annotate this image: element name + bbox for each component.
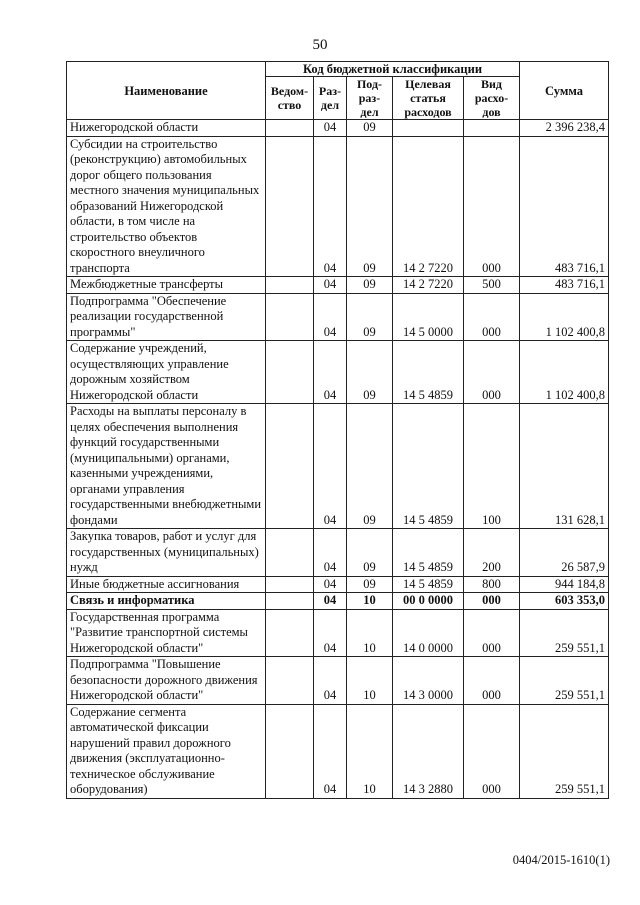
table-row xyxy=(67,593,609,610)
table-row xyxy=(67,341,609,404)
row-department xyxy=(266,277,314,294)
header-department: Ведом-ство xyxy=(266,77,314,120)
row-section: 04 xyxy=(314,609,347,657)
row-subsection: 10 xyxy=(347,657,393,705)
row-target-article: 14 5 4859 xyxy=(393,576,464,593)
row-section: 04 xyxy=(314,341,347,404)
row-section: 04 xyxy=(314,136,347,277)
row-sum: 1 102 400,8 xyxy=(520,293,609,341)
row-target-article: 14 5 4859 xyxy=(393,529,464,577)
row-expense-type: 800 xyxy=(464,576,520,593)
row-subsection: 09 xyxy=(347,277,393,294)
row-department xyxy=(266,609,314,657)
row-department xyxy=(266,576,314,593)
row-section: 04 xyxy=(314,277,347,294)
table-row xyxy=(67,404,609,529)
table-row xyxy=(67,576,609,593)
header-expense-type: Вид расхо-дов xyxy=(464,77,520,120)
row-sum: 2 396 238,4 xyxy=(520,120,609,137)
row-target-article: 14 5 0000 xyxy=(393,293,464,341)
row-department xyxy=(266,704,314,798)
row-subsection: 09 xyxy=(347,120,393,137)
row-department xyxy=(266,529,314,577)
table-row xyxy=(67,120,609,137)
table-row xyxy=(67,277,609,294)
row-subsection: 09 xyxy=(347,576,393,593)
row-section: 04 xyxy=(314,576,347,593)
row-name: Государственная программа "Развитие транспортной системы Нижегородской области" xyxy=(67,609,266,657)
table-row xyxy=(67,529,609,577)
row-sum: 26 587,9 xyxy=(520,529,609,577)
row-department xyxy=(266,593,314,610)
row-target-article xyxy=(393,120,464,137)
row-section: 04 xyxy=(314,120,347,137)
row-department xyxy=(266,136,314,277)
row-sum: 603 353,0 xyxy=(520,593,609,610)
row-subsection: 09 xyxy=(347,529,393,577)
table-body xyxy=(67,120,609,799)
row-expense-type: 000 xyxy=(464,704,520,798)
row-name: Нижегородской области xyxy=(67,120,266,137)
row-sum: 483 716,1 xyxy=(520,277,609,294)
row-department xyxy=(266,657,314,705)
row-subsection: 09 xyxy=(347,136,393,277)
header-subsection: Под-раз-дел xyxy=(347,77,393,120)
row-expense-type xyxy=(464,120,520,137)
row-section: 04 xyxy=(314,704,347,798)
row-subsection: 10 xyxy=(347,593,393,610)
row-name: Расходы на выплаты персоналу в целях обеспечения выполнения функций государственными (муниципальными) органами, казенными учреждениями, органами управления государственными внебюджетными фондами xyxy=(67,404,266,529)
row-department xyxy=(266,404,314,529)
row-sum: 1 102 400,8 xyxy=(520,341,609,404)
row-target-article: 00 0 0000 xyxy=(393,593,464,610)
row-subsection: 09 xyxy=(347,293,393,341)
header-section: Раз-дел xyxy=(314,77,347,120)
row-expense-type: 200 xyxy=(464,529,520,577)
row-department xyxy=(266,293,314,341)
row-name: Подпрограмма "Повышение безопасности дорожного движения Нижегородской области" xyxy=(67,657,266,705)
row-section: 04 xyxy=(314,293,347,341)
row-section: 04 xyxy=(314,593,347,610)
row-section: 04 xyxy=(314,657,347,705)
row-subsection: 09 xyxy=(347,341,393,404)
row-target-article: 14 3 2880 xyxy=(393,704,464,798)
document-code: 0404/2015-1610(1) xyxy=(512,853,610,867)
row-sum: 259 551,1 xyxy=(520,657,609,705)
row-expense-type: 000 xyxy=(464,593,520,610)
table-header xyxy=(67,62,609,120)
row-name: Подпрограмма "Обеспечение реализации государственной программы" xyxy=(67,293,266,341)
header-classification-group: Код бюджетной классификации xyxy=(266,62,520,77)
row-target-article: 14 5 4859 xyxy=(393,341,464,404)
table-row xyxy=(67,293,609,341)
row-name: Иные бюджетные ассигнования xyxy=(67,576,266,593)
header-target-article: Целевая статья расходов xyxy=(393,77,464,120)
row-name: Содержание сегмента автоматической фиксации нарушений правил дорожного движения (эксплуатационно-техническое обслуживание оборудования) xyxy=(67,704,266,798)
header-sum: Сумма xyxy=(520,62,609,120)
row-subsection: 10 xyxy=(347,609,393,657)
row-subsection: 09 xyxy=(347,404,393,529)
header-name: Наименование xyxy=(67,62,266,120)
row-target-article: 14 2 7220 xyxy=(393,136,464,277)
row-expense-type: 100 xyxy=(464,404,520,529)
table-row xyxy=(67,704,609,798)
row-target-article: 14 3 0000 xyxy=(393,657,464,705)
row-sum: 944 184,8 xyxy=(520,576,609,593)
page-number: 50 xyxy=(312,37,328,53)
row-name: Субсидии на строительство (реконструкцию) автомобильных дорог общего пользования местного значения муниципальных образований Нижегородской области, в том числе на строительство объектов скоростного внеуличного транспорта xyxy=(67,136,266,277)
row-sum: 259 551,1 xyxy=(520,704,609,798)
row-department xyxy=(266,120,314,137)
budget-table xyxy=(66,61,609,799)
table-row xyxy=(67,657,609,705)
row-expense-type: 000 xyxy=(464,609,520,657)
row-target-article: 14 0 0000 xyxy=(393,609,464,657)
row-target-article: 14 5 4859 xyxy=(393,404,464,529)
row-name: Содержание учреждений, осуществляющих управление дорожным хозяйством Нижегородской области xyxy=(67,341,266,404)
table-row xyxy=(67,136,609,277)
row-target-article: 14 2 7220 xyxy=(393,277,464,294)
row-sum: 131 628,1 xyxy=(520,404,609,529)
row-name: Закупка товаров, работ и услуг для государственных (муниципальных) нужд xyxy=(67,529,266,577)
row-section: 04 xyxy=(314,529,347,577)
row-sum: 259 551,1 xyxy=(520,609,609,657)
row-expense-type: 000 xyxy=(464,657,520,705)
row-expense-type: 000 xyxy=(464,293,520,341)
row-department xyxy=(266,341,314,404)
row-name: Межбюджетные трансферты xyxy=(67,277,266,294)
row-section: 04 xyxy=(314,404,347,529)
table-row xyxy=(67,609,609,657)
row-expense-type: 000 xyxy=(464,136,520,277)
row-subsection: 10 xyxy=(347,704,393,798)
row-sum: 483 716,1 xyxy=(520,136,609,277)
row-expense-type: 500 xyxy=(464,277,520,294)
row-expense-type: 000 xyxy=(464,341,520,404)
row-name: Связь и информатика xyxy=(67,593,266,610)
